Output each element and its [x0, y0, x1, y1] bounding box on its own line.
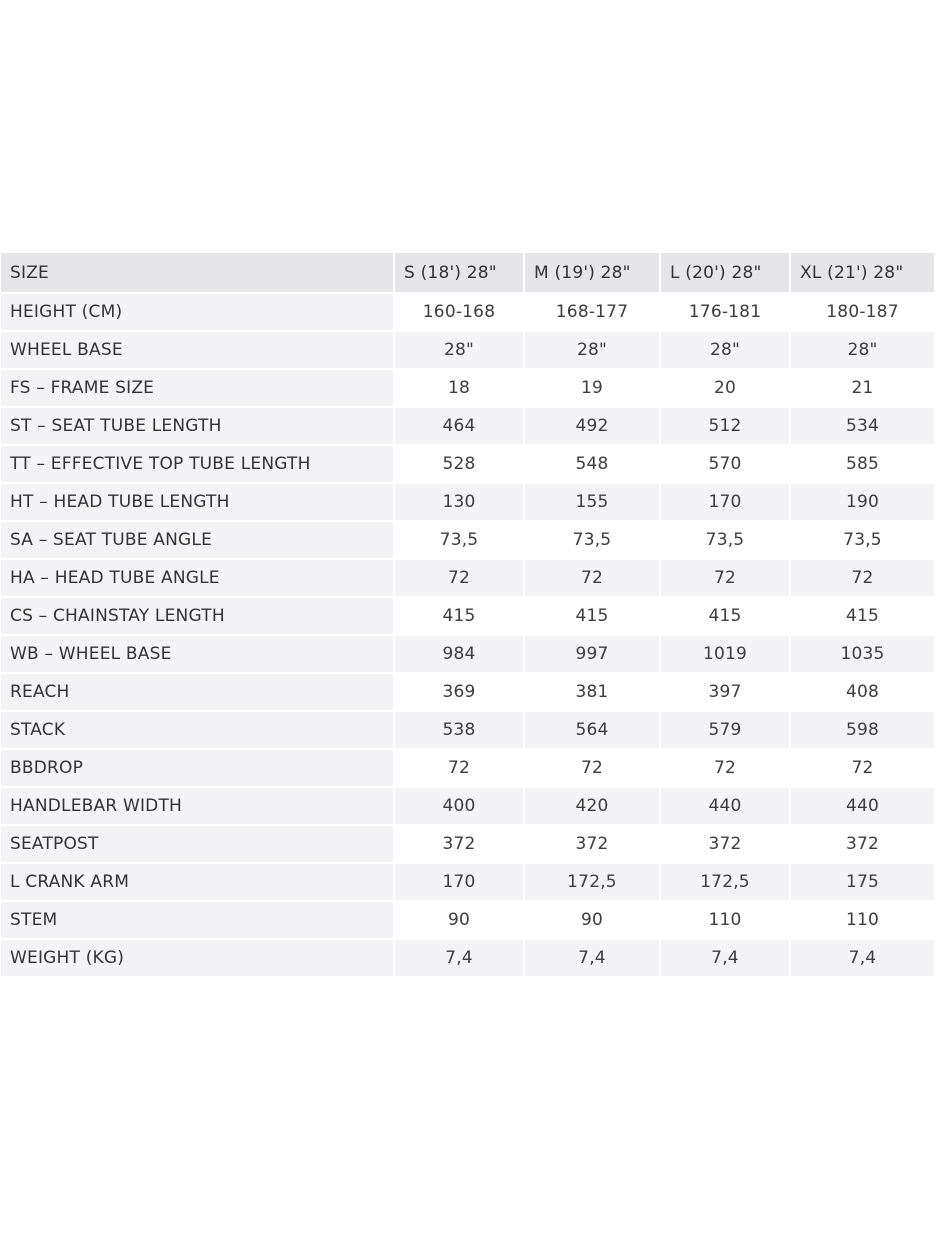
- row-label: HT – HEAD TUBE LENGTH: [1, 484, 393, 520]
- cell-size-l: 72: [661, 560, 789, 596]
- table-row: [1, 560, 934, 596]
- cell-size-l: 570: [661, 446, 789, 482]
- cell-size-l: 176-181: [661, 294, 789, 330]
- cell-size-xl: 7,4: [791, 940, 934, 976]
- cell-size-l: 7,4: [661, 940, 789, 976]
- cell-size-xl: 440: [791, 788, 934, 824]
- row-label: ST – SEAT TUBE LENGTH: [1, 408, 393, 444]
- cell-size-s: 90: [395, 902, 523, 938]
- cell-size-s: 984: [395, 636, 523, 672]
- cell-size-m: 564: [525, 712, 659, 748]
- table-row: [1, 750, 934, 786]
- cell-size-xl: 415: [791, 598, 934, 634]
- cell-size-xl: 110: [791, 902, 934, 938]
- table-row: [1, 940, 934, 976]
- row-label: TT – EFFECTIVE TOP TUBE LENGTH: [1, 446, 393, 482]
- cell-size-s: 528: [395, 446, 523, 482]
- cell-size-s: 130: [395, 484, 523, 520]
- cell-size-xl: 72: [791, 750, 934, 786]
- row-label: HANDLEBAR WIDTH: [1, 788, 393, 824]
- table-header: [1, 253, 934, 292]
- cell-size-l: 1019: [661, 636, 789, 672]
- cell-size-m: 155: [525, 484, 659, 520]
- cell-size-s: 464: [395, 408, 523, 444]
- cell-size-m: 28": [525, 332, 659, 368]
- cell-size-s: 18: [395, 370, 523, 406]
- cell-size-xl: 180-187: [791, 294, 934, 330]
- cell-size-s: 372: [395, 826, 523, 862]
- row-label: L CRANK ARM: [1, 864, 393, 900]
- row-label: REACH: [1, 674, 393, 710]
- cell-size-xl: 1035: [791, 636, 934, 672]
- cell-size-s: 400: [395, 788, 523, 824]
- cell-size-l: 110: [661, 902, 789, 938]
- table-row: [1, 826, 934, 862]
- cell-size-s: 28": [395, 332, 523, 368]
- cell-size-l: 397: [661, 674, 789, 710]
- table-row: [1, 370, 934, 406]
- table-row: [1, 484, 934, 520]
- header-size-l: L (20') 28": [661, 253, 789, 292]
- row-label: WEIGHT (KG): [1, 940, 393, 976]
- row-label: BBDROP: [1, 750, 393, 786]
- table-row: [1, 636, 934, 672]
- cell-size-s: 72: [395, 750, 523, 786]
- cell-size-m: 372: [525, 826, 659, 862]
- table-body: [1, 294, 934, 976]
- cell-size-xl: 28": [791, 332, 934, 368]
- table-row: [1, 294, 934, 330]
- table-row: [1, 598, 934, 634]
- cell-size-s: 160-168: [395, 294, 523, 330]
- cell-size-xl: 585: [791, 446, 934, 482]
- cell-size-xl: 72: [791, 560, 934, 596]
- cell-size-m: 420: [525, 788, 659, 824]
- cell-size-m: 997: [525, 636, 659, 672]
- cell-size-l: 28": [661, 332, 789, 368]
- cell-size-l: 440: [661, 788, 789, 824]
- cell-size-s: 72: [395, 560, 523, 596]
- cell-size-l: 20: [661, 370, 789, 406]
- table-row: [1, 522, 934, 558]
- cell-size-l: 512: [661, 408, 789, 444]
- row-label: HA – HEAD TUBE ANGLE: [1, 560, 393, 596]
- cell-size-s: 369: [395, 674, 523, 710]
- row-label: HEIGHT (CM): [1, 294, 393, 330]
- cell-size-m: 90: [525, 902, 659, 938]
- table-row: [1, 674, 934, 710]
- table-row: [1, 788, 934, 824]
- cell-size-xl: 534: [791, 408, 934, 444]
- row-label: SA – SEAT TUBE ANGLE: [1, 522, 393, 558]
- cell-size-l: 73,5: [661, 522, 789, 558]
- cell-size-xl: 408: [791, 674, 934, 710]
- table-row: [1, 446, 934, 482]
- row-label: CS – CHAINSTAY LENGTH: [1, 598, 393, 634]
- cell-size-m: 172,5: [525, 864, 659, 900]
- row-label: STEM: [1, 902, 393, 938]
- geometry-table: [0, 251, 935, 978]
- cell-size-xl: 21: [791, 370, 934, 406]
- row-label: STACK: [1, 712, 393, 748]
- cell-size-xl: 190: [791, 484, 934, 520]
- cell-size-m: 492: [525, 408, 659, 444]
- header-size-m: M (19') 28": [525, 253, 659, 292]
- cell-size-l: 172,5: [661, 864, 789, 900]
- cell-size-xl: 372: [791, 826, 934, 862]
- cell-size-l: 579: [661, 712, 789, 748]
- table-row: [1, 712, 934, 748]
- header-size-s: S (18') 28": [395, 253, 523, 292]
- cell-size-m: 73,5: [525, 522, 659, 558]
- cell-size-m: 19: [525, 370, 659, 406]
- cell-size-l: 72: [661, 750, 789, 786]
- cell-size-m: 548: [525, 446, 659, 482]
- cell-size-l: 372: [661, 826, 789, 862]
- table-row: [1, 408, 934, 444]
- cell-size-s: 170: [395, 864, 523, 900]
- cell-size-s: 7,4: [395, 940, 523, 976]
- cell-size-m: 168-177: [525, 294, 659, 330]
- header-size-xl: XL (21') 28": [791, 253, 934, 292]
- header-size: SIZE: [1, 253, 393, 292]
- cell-size-m: 7,4: [525, 940, 659, 976]
- cell-size-xl: 598: [791, 712, 934, 748]
- cell-size-m: 72: [525, 750, 659, 786]
- table-row: [1, 864, 934, 900]
- table-row: [1, 332, 934, 368]
- cell-size-xl: 73,5: [791, 522, 934, 558]
- header-row: [1, 253, 934, 292]
- cell-size-s: 415: [395, 598, 523, 634]
- cell-size-s: 538: [395, 712, 523, 748]
- cell-size-l: 170: [661, 484, 789, 520]
- cell-size-m: 381: [525, 674, 659, 710]
- row-label: FS – FRAME SIZE: [1, 370, 393, 406]
- cell-size-s: 73,5: [395, 522, 523, 558]
- cell-size-m: 72: [525, 560, 659, 596]
- table-row: [1, 902, 934, 938]
- row-label: WB – WHEEL BASE: [1, 636, 393, 672]
- cell-size-xl: 175: [791, 864, 934, 900]
- cell-size-m: 415: [525, 598, 659, 634]
- row-label: WHEEL BASE: [1, 332, 393, 368]
- row-label: SEATPOST: [1, 826, 393, 862]
- cell-size-l: 415: [661, 598, 789, 634]
